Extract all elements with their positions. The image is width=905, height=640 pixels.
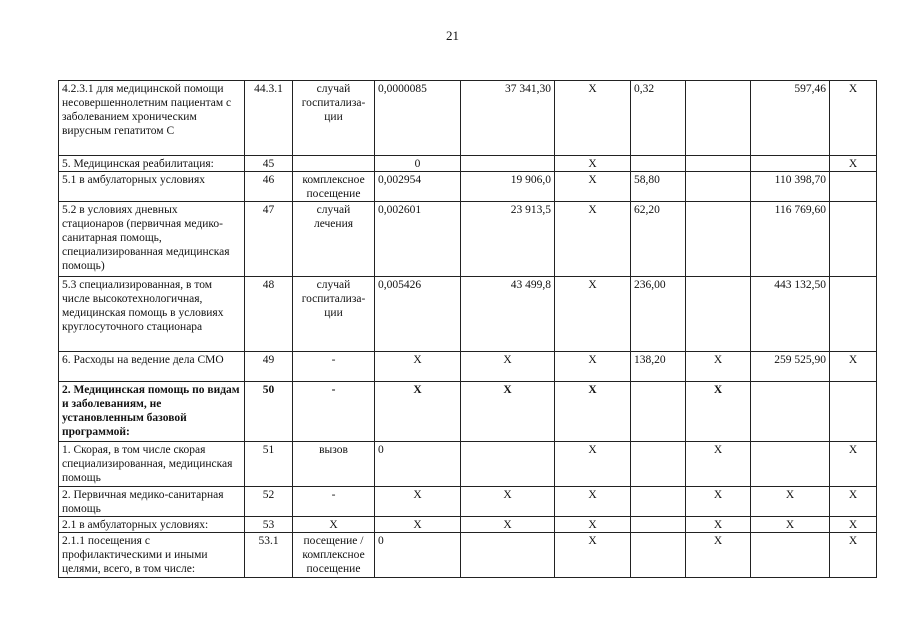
row-label: 1. Скорая, в том числе скорая специализированная, медицинская помощь (59, 442, 245, 487)
unit-cell: случай госпитализа-ции (293, 277, 375, 352)
unit-cell: случай госпитализа-ции (293, 81, 375, 156)
row-label: 5.2 в условиях дневных стационаров (первичная медико-санитарная помощь, специализированная медицинская помощь) (59, 202, 245, 277)
table-row (59, 277, 877, 352)
volume-norm-cell: X (375, 517, 461, 533)
row-label: 4.2.3.1 для медицинской помощи несовершеннолетним пациентам с заболеванием хроническим вирусным гепатитом С (59, 81, 245, 156)
percent-cell (830, 382, 877, 442)
table-row (59, 202, 877, 277)
budget-cost-cell: X (686, 352, 751, 382)
oms-norm-cell: 138,20 (631, 352, 686, 382)
oms-cost-cell: X (751, 487, 830, 517)
oms-norm-cell (631, 382, 686, 442)
cost-norm-cell: X (461, 517, 555, 533)
row-label: 5. Медицинская реабилитация: (59, 156, 245, 172)
budget-norm-cell: X (555, 533, 631, 578)
budget-norm-cell: X (555, 156, 631, 172)
row-label: 2.1.1 посещения с профилактическими и иными целями, всего, в том числе: (59, 533, 245, 578)
cost-norm-cell: 37 341,30 (461, 81, 555, 156)
cost-norm-cell (461, 156, 555, 172)
oms-cost-cell: 443 132,50 (751, 277, 830, 352)
page-number: 21 (446, 28, 459, 43)
row-number: 45 (245, 156, 293, 172)
row-number: 52 (245, 487, 293, 517)
oms-cost-cell: 259 525,90 (751, 352, 830, 382)
percent-cell: X (830, 442, 877, 487)
oms-norm-cell: 58,80 (631, 172, 686, 202)
budget-cost-cell (686, 156, 751, 172)
oms-norm-cell: 0,32 (631, 81, 686, 156)
unit-cell: вызов (293, 442, 375, 487)
budget-cost-cell (686, 81, 751, 156)
row-number: 47 (245, 202, 293, 277)
volume-norm-cell: 0 (375, 442, 461, 487)
percent-cell (830, 277, 877, 352)
row-number: 51 (245, 442, 293, 487)
oms-cost-cell: 597,46 (751, 81, 830, 156)
unit-cell: - (293, 487, 375, 517)
oms-norm-cell (631, 442, 686, 487)
table-row (59, 442, 877, 487)
budget-cost-cell (686, 277, 751, 352)
table-row (59, 156, 877, 172)
oms-cost-cell (751, 156, 830, 172)
budget-norm-cell: X (555, 352, 631, 382)
unit-cell: X (293, 517, 375, 533)
budget-norm-cell: X (555, 382, 631, 442)
budget-norm-cell: X (555, 202, 631, 277)
cost-norm-cell: 23 913,5 (461, 202, 555, 277)
percent-cell: X (830, 352, 877, 382)
row-number: 49 (245, 352, 293, 382)
table-row (59, 81, 877, 156)
oms-norm-cell: 236,00 (631, 277, 686, 352)
oms-cost-cell: 110 398,70 (751, 172, 830, 202)
oms-norm-cell (631, 156, 686, 172)
cost-norm-cell: X (461, 352, 555, 382)
row-number: 53.1 (245, 533, 293, 578)
unit-cell: комплексное посещение (293, 172, 375, 202)
budget-norm-cell: X (555, 487, 631, 517)
budget-cost-cell: X (686, 533, 751, 578)
row-label: 2. Медицинская помощь по видам и заболеваниям, не установленным базовой программой: (59, 382, 245, 442)
oms-cost-cell (751, 442, 830, 487)
row-label: 5.3 специализированная, в том числе высокотехнологичная, медицинская помощь в условиях круглосуточного стационара (59, 277, 245, 352)
unit-cell: - (293, 382, 375, 442)
oms-cost-cell (751, 533, 830, 578)
row-number: 50 (245, 382, 293, 442)
unit-cell: посещение / комплексное посещение (293, 533, 375, 578)
row-label: 5.1 в амбулаторных условиях (59, 172, 245, 202)
table-row (59, 487, 877, 517)
percent-cell: X (830, 517, 877, 533)
budget-norm-cell: X (555, 517, 631, 533)
unit-cell: случай лечения (293, 202, 375, 277)
budget-cost-cell: X (686, 382, 751, 442)
oms-norm-cell (631, 487, 686, 517)
volume-norm-cell: X (375, 487, 461, 517)
table-row (59, 352, 877, 382)
budget-norm-cell: X (555, 172, 631, 202)
oms-cost-cell: 116 769,60 (751, 202, 830, 277)
budget-cost-cell (686, 172, 751, 202)
oms-norm-cell: 62,20 (631, 202, 686, 277)
cost-norm-cell: X (461, 487, 555, 517)
budget-cost-cell (686, 202, 751, 277)
row-label: 2.1 в амбулаторных условиях: (59, 517, 245, 533)
unit-cell (293, 156, 375, 172)
row-number: 53 (245, 517, 293, 533)
row-label: 2. Первичная медико-санитарная помощь (59, 487, 245, 517)
oms-norm-cell (631, 533, 686, 578)
budget-cost-cell: X (686, 442, 751, 487)
cost-norm-cell (461, 442, 555, 487)
percent-cell (830, 172, 877, 202)
row-number: 48 (245, 277, 293, 352)
oms-cost-cell (751, 382, 830, 442)
row-label: 6. Расходы на ведение дела СМО (59, 352, 245, 382)
cost-norm-cell: 19 906,0 (461, 172, 555, 202)
volume-norm-cell: X (375, 352, 461, 382)
oms-cost-cell: X (751, 517, 830, 533)
row-number: 44.3.1 (245, 81, 293, 156)
cost-norm-cell: X (461, 382, 555, 442)
cost-norm-cell: 43 499,8 (461, 277, 555, 352)
financing-table (58, 80, 877, 578)
budget-cost-cell: X (686, 517, 751, 533)
volume-norm-cell: 0 (375, 533, 461, 578)
budget-norm-cell: X (555, 442, 631, 487)
volume-norm-cell: 0,0000085 (375, 81, 461, 156)
volume-norm-cell: 0,005426 (375, 277, 461, 352)
percent-cell (830, 202, 877, 277)
volume-norm-cell: 0,002954 (375, 172, 461, 202)
unit-cell: - (293, 352, 375, 382)
oms-norm-cell (631, 517, 686, 533)
cost-norm-cell (461, 533, 555, 578)
budget-norm-cell: X (555, 277, 631, 352)
budget-cost-cell: X (686, 487, 751, 517)
volume-norm-cell: X (375, 382, 461, 442)
percent-cell: X (830, 487, 877, 517)
row-number: 46 (245, 172, 293, 202)
percent-cell: X (830, 156, 877, 172)
volume-norm-cell: 0 (375, 156, 461, 172)
table-row (59, 533, 877, 578)
table-row (59, 517, 877, 533)
budget-norm-cell: X (555, 81, 631, 156)
percent-cell: X (830, 533, 877, 578)
table-row (59, 382, 877, 442)
table-row (59, 172, 877, 202)
percent-cell: X (830, 81, 877, 156)
volume-norm-cell: 0,002601 (375, 202, 461, 277)
